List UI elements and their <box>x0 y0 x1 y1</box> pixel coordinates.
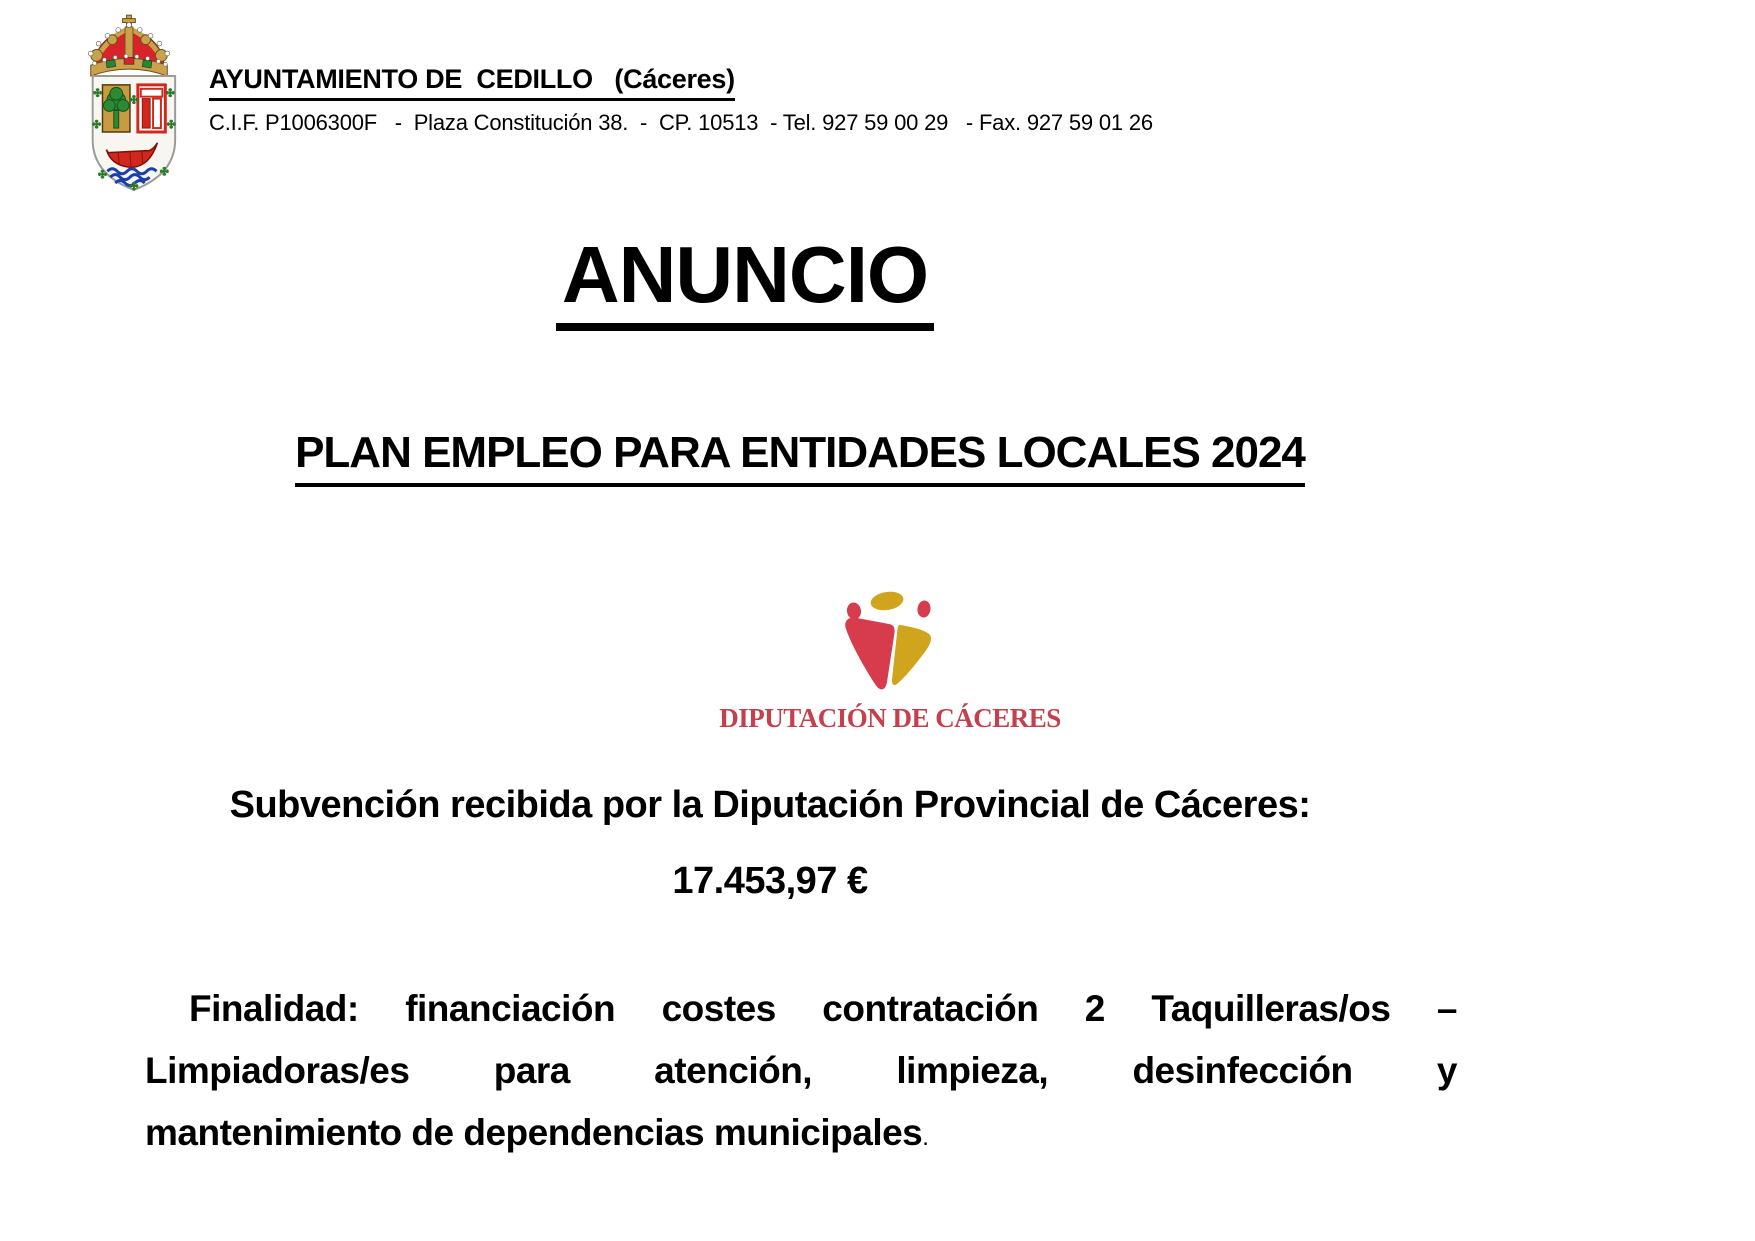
plan-subtitle-text: PLAN EMPLEO PARA ENTIDADES LOCALES 2024 <box>295 428 1305 487</box>
purpose-line-1: Finalidad: financiación costes contratación 2 Taquilleras/os – <box>189 988 1457 1029</box>
grant-section <box>115 780 1425 906</box>
announcement-heading <box>90 230 1400 331</box>
plan-subtitle <box>145 428 1455 487</box>
purpose-line-3 <box>145 1102 1457 1164</box>
purpose-line-3-text: mantenimiento de dependencias municipales <box>145 1112 923 1153</box>
shield <box>92 76 175 190</box>
diputacion-label: DIPUTACIÓN DE CÁCERES <box>719 703 1061 733</box>
municipality-contact-line: C.I.F. P1006300F - Plaza Constitución 38. - CP. 10513 - Tel. 927 59 00 29 - Fax. 927 59 01 26 <box>209 110 1153 135</box>
grant-amount: 17.453,97 € <box>672 860 868 902</box>
letterhead <box>75 14 1153 196</box>
diputacion-logo-block <box>235 590 1545 734</box>
diputacion-caceres-logo-icon <box>840 590 940 696</box>
purpose-trailing-period: . <box>922 1124 929 1151</box>
letterhead-text <box>209 14 1153 136</box>
crown <box>88 15 169 76</box>
municipality-title: AYUNTAMIENTO DE CEDILLO (Cáceres) <box>209 64 735 101</box>
cedillo-coat-of-arms-icon <box>75 14 183 196</box>
purpose-paragraph <box>145 978 1457 1164</box>
purpose-line-2: Limpiadoras/es para atención, limpieza, desinfección y <box>145 1050 1457 1091</box>
announcement-heading-text: ANUNCIO <box>556 233 934 331</box>
grant-description: Subvención recibida por la Diputación Provincial de Cáceres: <box>229 784 1311 826</box>
